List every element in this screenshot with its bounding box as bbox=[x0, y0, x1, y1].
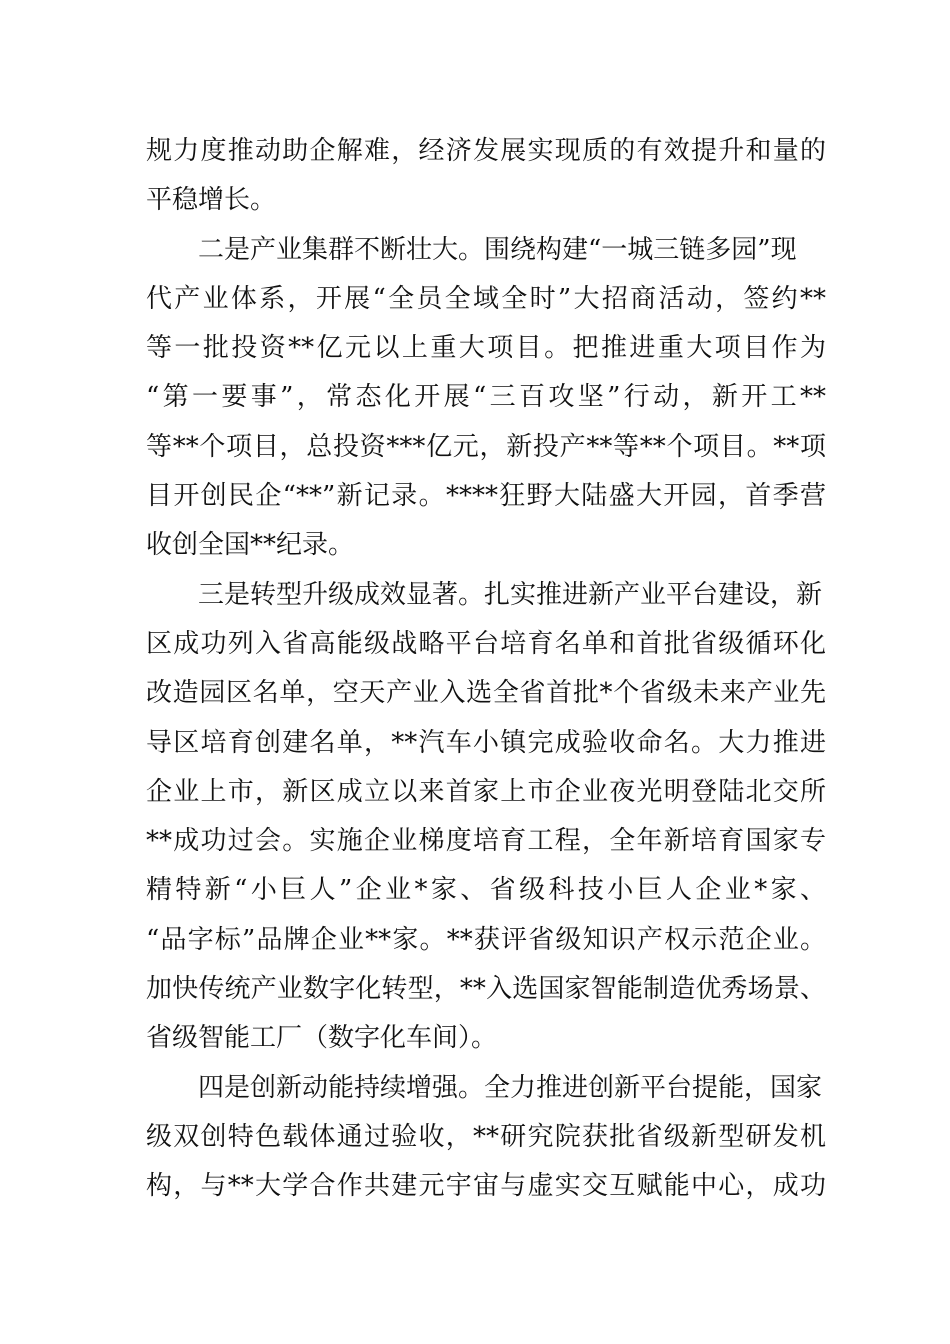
text-line: 加快传统产业数字化转型，**入选国家智能制造优秀场景、 bbox=[146, 974, 826, 1005]
text-line: “第一要事”，常态化开展“三百攻坚”行动，新开工** bbox=[146, 382, 826, 413]
text-line: 规力度推动助企解难，经济发展实现质的有效提升和量的 bbox=[146, 136, 826, 166]
text-line: “品字标”品牌企业**家。**获评省级知识产权示范企业。 bbox=[146, 924, 826, 955]
text-line: 收创全国**纪录。 bbox=[146, 530, 355, 561]
text-line: **成功过会。实施企业梯度培育工程，全年新培育国家专 bbox=[146, 826, 826, 857]
paragraph-first-line: 三是转型升级成效显著。扎实推进新产业平台建设，新 bbox=[198, 579, 823, 610]
document-body bbox=[146, 127, 826, 1212]
text-line: 导区培育创建名单，**汽车小镇完成验收命名。大力推进 bbox=[146, 727, 826, 758]
text-line: 改造园区名单，空天产业入选全省首批*个省级未来产业先 bbox=[146, 678, 826, 709]
text-line: 构，与**大学合作共建元宇宙与虚实交互赋能中心，成功 bbox=[146, 1171, 826, 1202]
text-line: 级双创特色载体通过验收，**研究院获批省级新型研发机 bbox=[146, 1121, 826, 1152]
text-line: 目开创民企“**”新记录。****狂野大陆盛大开园，首季营 bbox=[146, 481, 826, 512]
paragraph-first-line: 二是产业集群不断壮大。围绕构建“一城三链多园”现 bbox=[198, 234, 797, 265]
text-line: 平稳增长。 bbox=[146, 185, 277, 216]
text-line: 企业上市，新区成立以来首家上市企业夜光明登陆北交所 bbox=[146, 776, 826, 807]
text-line: 区成功列入省高能级战略平台培育名单和首批省级循环化 bbox=[146, 628, 826, 659]
text-line: 代产业体系，开展“全员全域全时”大招商活动，签约** bbox=[146, 283, 826, 314]
paragraph-first-line: 四是创新动能持续增强。全力推进创新平台提能，国家 bbox=[198, 1072, 823, 1103]
text-line: 等一批投资**亿元以上重大项目。把推进重大项目作为 bbox=[146, 333, 826, 364]
text-line: 等**个项目，总投资***亿元，新投产**等**个项目。**项 bbox=[146, 431, 826, 462]
text-line: 省级智能工厂（数字化车间）。 bbox=[146, 1023, 498, 1054]
text-line: 精特新“小巨人”企业*家、省级科技小巨人企业*家、 bbox=[146, 875, 826, 906]
